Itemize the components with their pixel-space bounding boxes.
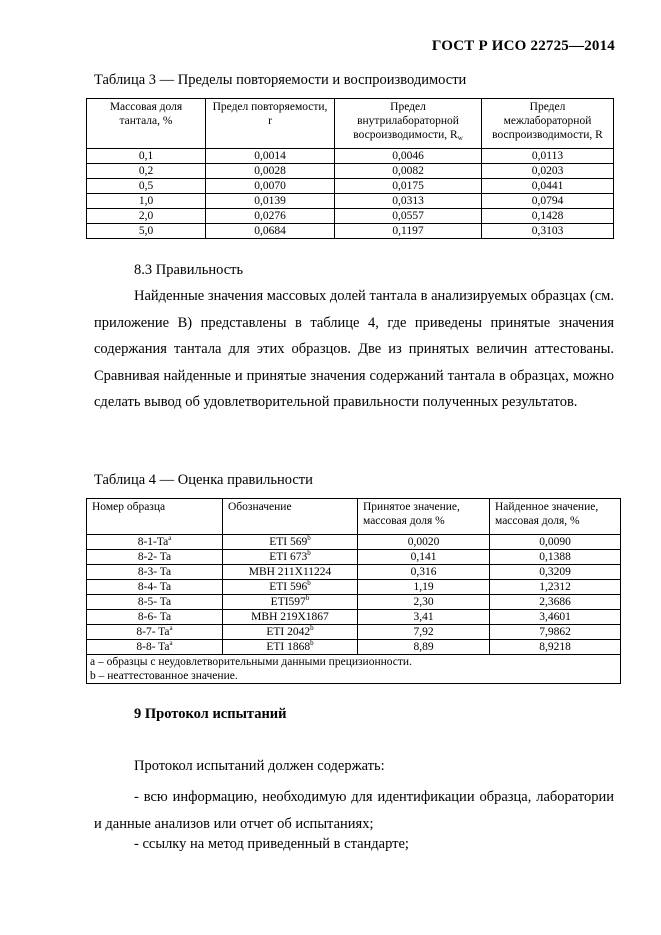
table3-header-text: Предел внутрилабораторной восроизводимости, R bbox=[353, 101, 459, 141]
table3-header-cell bbox=[335, 99, 482, 149]
section-8-3-text: Найденные значения массовых долей тантала в анализируемых образцах (см. приложение В) представлены в таблице 4, где приведены принятые значения содержания тантала для этих образцов. Две из принятых величин аттестованы. Сравнивая найденные и принятые значения содержаний тантала в образцах, можно сделать вывод об удовлетворительной правильности полученных результатов. bbox=[94, 288, 614, 410]
table-cell: 0,0014 bbox=[206, 149, 335, 164]
table4-header-cell: Номер образца bbox=[87, 499, 223, 535]
sample-id: 8-1-Ta bbox=[137, 536, 169, 548]
table-row bbox=[87, 595, 621, 610]
footnote-mark: a bbox=[169, 639, 173, 647]
found-value-cell: 8,9218 bbox=[490, 640, 621, 655]
table4-caption: Таблица 4 — Оценка правильности bbox=[94, 472, 313, 488]
sample-cell bbox=[87, 580, 223, 595]
sample-cell bbox=[87, 595, 223, 610]
footnote-mark: b bbox=[307, 549, 311, 557]
table-cell: 0,0070 bbox=[206, 179, 335, 194]
footnote-mark: b bbox=[310, 639, 314, 647]
table-cell: 0,0113 bbox=[482, 149, 614, 164]
sample-cell bbox=[87, 625, 223, 640]
accepted-value-cell: 1,19 bbox=[358, 580, 490, 595]
table3-repeatability-limits bbox=[86, 98, 614, 239]
accepted-value-cell: 8,89 bbox=[358, 640, 490, 655]
designation: ETI597 bbox=[270, 596, 306, 608]
table4-header-cell: Найденное значение, массовая доля, % bbox=[490, 499, 621, 535]
found-value-cell: 0,1388 bbox=[490, 550, 621, 565]
sample-id: 8-6- Ta bbox=[137, 611, 172, 623]
table-footnote-row bbox=[87, 669, 621, 684]
table-cell: 0,0175 bbox=[335, 179, 482, 194]
list-item-text: - всю информацию, необходимую для идентификации образца, лаборатории и данные анализов или отчет об испытаниях; bbox=[94, 789, 614, 832]
designation-cell bbox=[223, 580, 358, 595]
sample-cell bbox=[87, 565, 223, 580]
found-value-cell: 2,3686 bbox=[490, 595, 621, 610]
table-cell: 0,0441 bbox=[482, 179, 614, 194]
table-row bbox=[87, 610, 621, 625]
sample-cell bbox=[87, 550, 223, 565]
table-footnote: b – неаттестованное значение. bbox=[87, 669, 621, 684]
list-item bbox=[94, 784, 614, 837]
accepted-value-cell: 0,316 bbox=[358, 565, 490, 580]
designation: ETI 2042 bbox=[266, 626, 311, 638]
table-cell: 0,1197 bbox=[335, 224, 482, 239]
table-cell: 0,2 bbox=[87, 164, 206, 179]
table-cell: 0,1 bbox=[87, 149, 206, 164]
table-cell: 0,0557 bbox=[335, 209, 482, 224]
table-row bbox=[87, 625, 621, 640]
footnote-mark: b bbox=[307, 579, 311, 587]
accepted-value-cell: 0,0020 bbox=[358, 535, 490, 550]
section-8-3-title: 8.3 Правильность bbox=[134, 262, 244, 278]
table-cell: 0,0139 bbox=[206, 194, 335, 209]
designation-cell bbox=[223, 565, 358, 580]
table-cell: 0,5 bbox=[87, 179, 206, 194]
designation: ETI 673 bbox=[269, 551, 308, 563]
table-cell: 0,0313 bbox=[335, 194, 482, 209]
standard-header: ГОСТ Р ИСО 22725—2014 bbox=[431, 38, 615, 54]
accepted-value-cell: 3,41 bbox=[358, 610, 490, 625]
table-cell: 0,0203 bbox=[482, 164, 614, 179]
found-value-cell: 1,2312 bbox=[490, 580, 621, 595]
table-cell: 5,0 bbox=[87, 224, 206, 239]
table4-header-cell: Обозначение bbox=[223, 499, 358, 535]
accepted-value-cell: 2,30 bbox=[358, 595, 490, 610]
table-row bbox=[87, 194, 614, 209]
table-row bbox=[87, 565, 621, 580]
designation-cell bbox=[223, 625, 358, 640]
table-cell: 0,0794 bbox=[482, 194, 614, 209]
table-row bbox=[87, 640, 621, 655]
designation-cell bbox=[223, 610, 358, 625]
found-value-cell: 3,4601 bbox=[490, 610, 621, 625]
sample-id: 8-7- Ta bbox=[136, 626, 170, 638]
table-cell: 0,1428 bbox=[482, 209, 614, 224]
table-row bbox=[87, 550, 621, 565]
table-cell: 0,0082 bbox=[335, 164, 482, 179]
footnote-mark: b bbox=[307, 534, 311, 542]
sample-cell bbox=[87, 610, 223, 625]
footnote-mark: a bbox=[168, 534, 172, 542]
table-cell: 2,0 bbox=[87, 209, 206, 224]
table-cell: 0,3103 bbox=[482, 224, 614, 239]
table-row bbox=[87, 179, 614, 194]
designation: ETI 1868 bbox=[266, 641, 311, 653]
table-cell: 0,0046 bbox=[335, 149, 482, 164]
accepted-value-cell: 0,141 bbox=[358, 550, 490, 565]
footnote-mark: b bbox=[305, 594, 310, 602]
table3-caption: Таблица 3 — Пределы повторяемости и воспроизводимости bbox=[94, 72, 467, 88]
table3-header-row bbox=[87, 99, 614, 149]
sample-cell bbox=[87, 640, 223, 655]
designation-cell bbox=[223, 535, 358, 550]
section-9-intro: Протокол испытаний должен содержать: bbox=[134, 758, 385, 774]
list-item: - ссылку на метод приведенный в стандарте; bbox=[134, 836, 409, 852]
section-9-title: 9 Протокол испытаний bbox=[134, 706, 287, 722]
table-row bbox=[87, 164, 614, 179]
designation-cell bbox=[223, 550, 358, 565]
sample-cell bbox=[87, 535, 223, 550]
table-cell: 1,0 bbox=[87, 194, 206, 209]
table-row bbox=[87, 149, 614, 164]
sample-id: 8-2- Ta bbox=[137, 551, 172, 563]
sample-id: 8-3- Ta bbox=[137, 566, 172, 578]
designation-cell bbox=[223, 595, 358, 610]
found-value-cell: 7,9862 bbox=[490, 625, 621, 640]
table-footnote: а – образцы с неудовлетворительными данными прецизионности. bbox=[87, 655, 621, 670]
section-8-3-paragraph bbox=[94, 283, 614, 416]
footnote-mark: b bbox=[310, 624, 314, 632]
designation: ETI 596 bbox=[269, 581, 308, 593]
footnote-mark: a bbox=[169, 624, 173, 632]
sample-id: 8-8- Ta bbox=[136, 641, 170, 653]
table3-header-cell: Предел межлабораторной воспроизводимости, R bbox=[482, 99, 614, 149]
table-cell: 0,0276 bbox=[206, 209, 335, 224]
table4-trueness-assessment bbox=[86, 498, 621, 684]
table-row bbox=[87, 580, 621, 595]
sample-id: 8-5- Ta bbox=[137, 596, 172, 608]
accepted-value-cell: 7,92 bbox=[358, 625, 490, 640]
designation-cell bbox=[223, 640, 358, 655]
table-cell: 0,0028 bbox=[206, 164, 335, 179]
table3-header-cell: Массовая доля тантала, % bbox=[87, 99, 206, 149]
designation: MBH 219X1867 bbox=[251, 611, 329, 623]
table-row bbox=[87, 224, 614, 239]
designation: MBH 211X11224 bbox=[248, 566, 332, 578]
found-value-cell: 0,3209 bbox=[490, 565, 621, 580]
table3-header-subscript: w bbox=[457, 134, 463, 142]
table-cell: 0,0684 bbox=[206, 224, 335, 239]
designation: ETI 569 bbox=[269, 536, 308, 548]
table-row bbox=[87, 209, 614, 224]
table3-header-cell: Предел повторяемости, r bbox=[206, 99, 335, 149]
table4-header-row bbox=[87, 499, 621, 535]
sample-id: 8-4- Ta bbox=[137, 581, 172, 593]
table-row bbox=[87, 535, 621, 550]
found-value-cell: 0,0090 bbox=[490, 535, 621, 550]
table4-header-cell: Принятое значение, массовая доля % bbox=[358, 499, 490, 535]
table-footnote-row bbox=[87, 655, 621, 670]
